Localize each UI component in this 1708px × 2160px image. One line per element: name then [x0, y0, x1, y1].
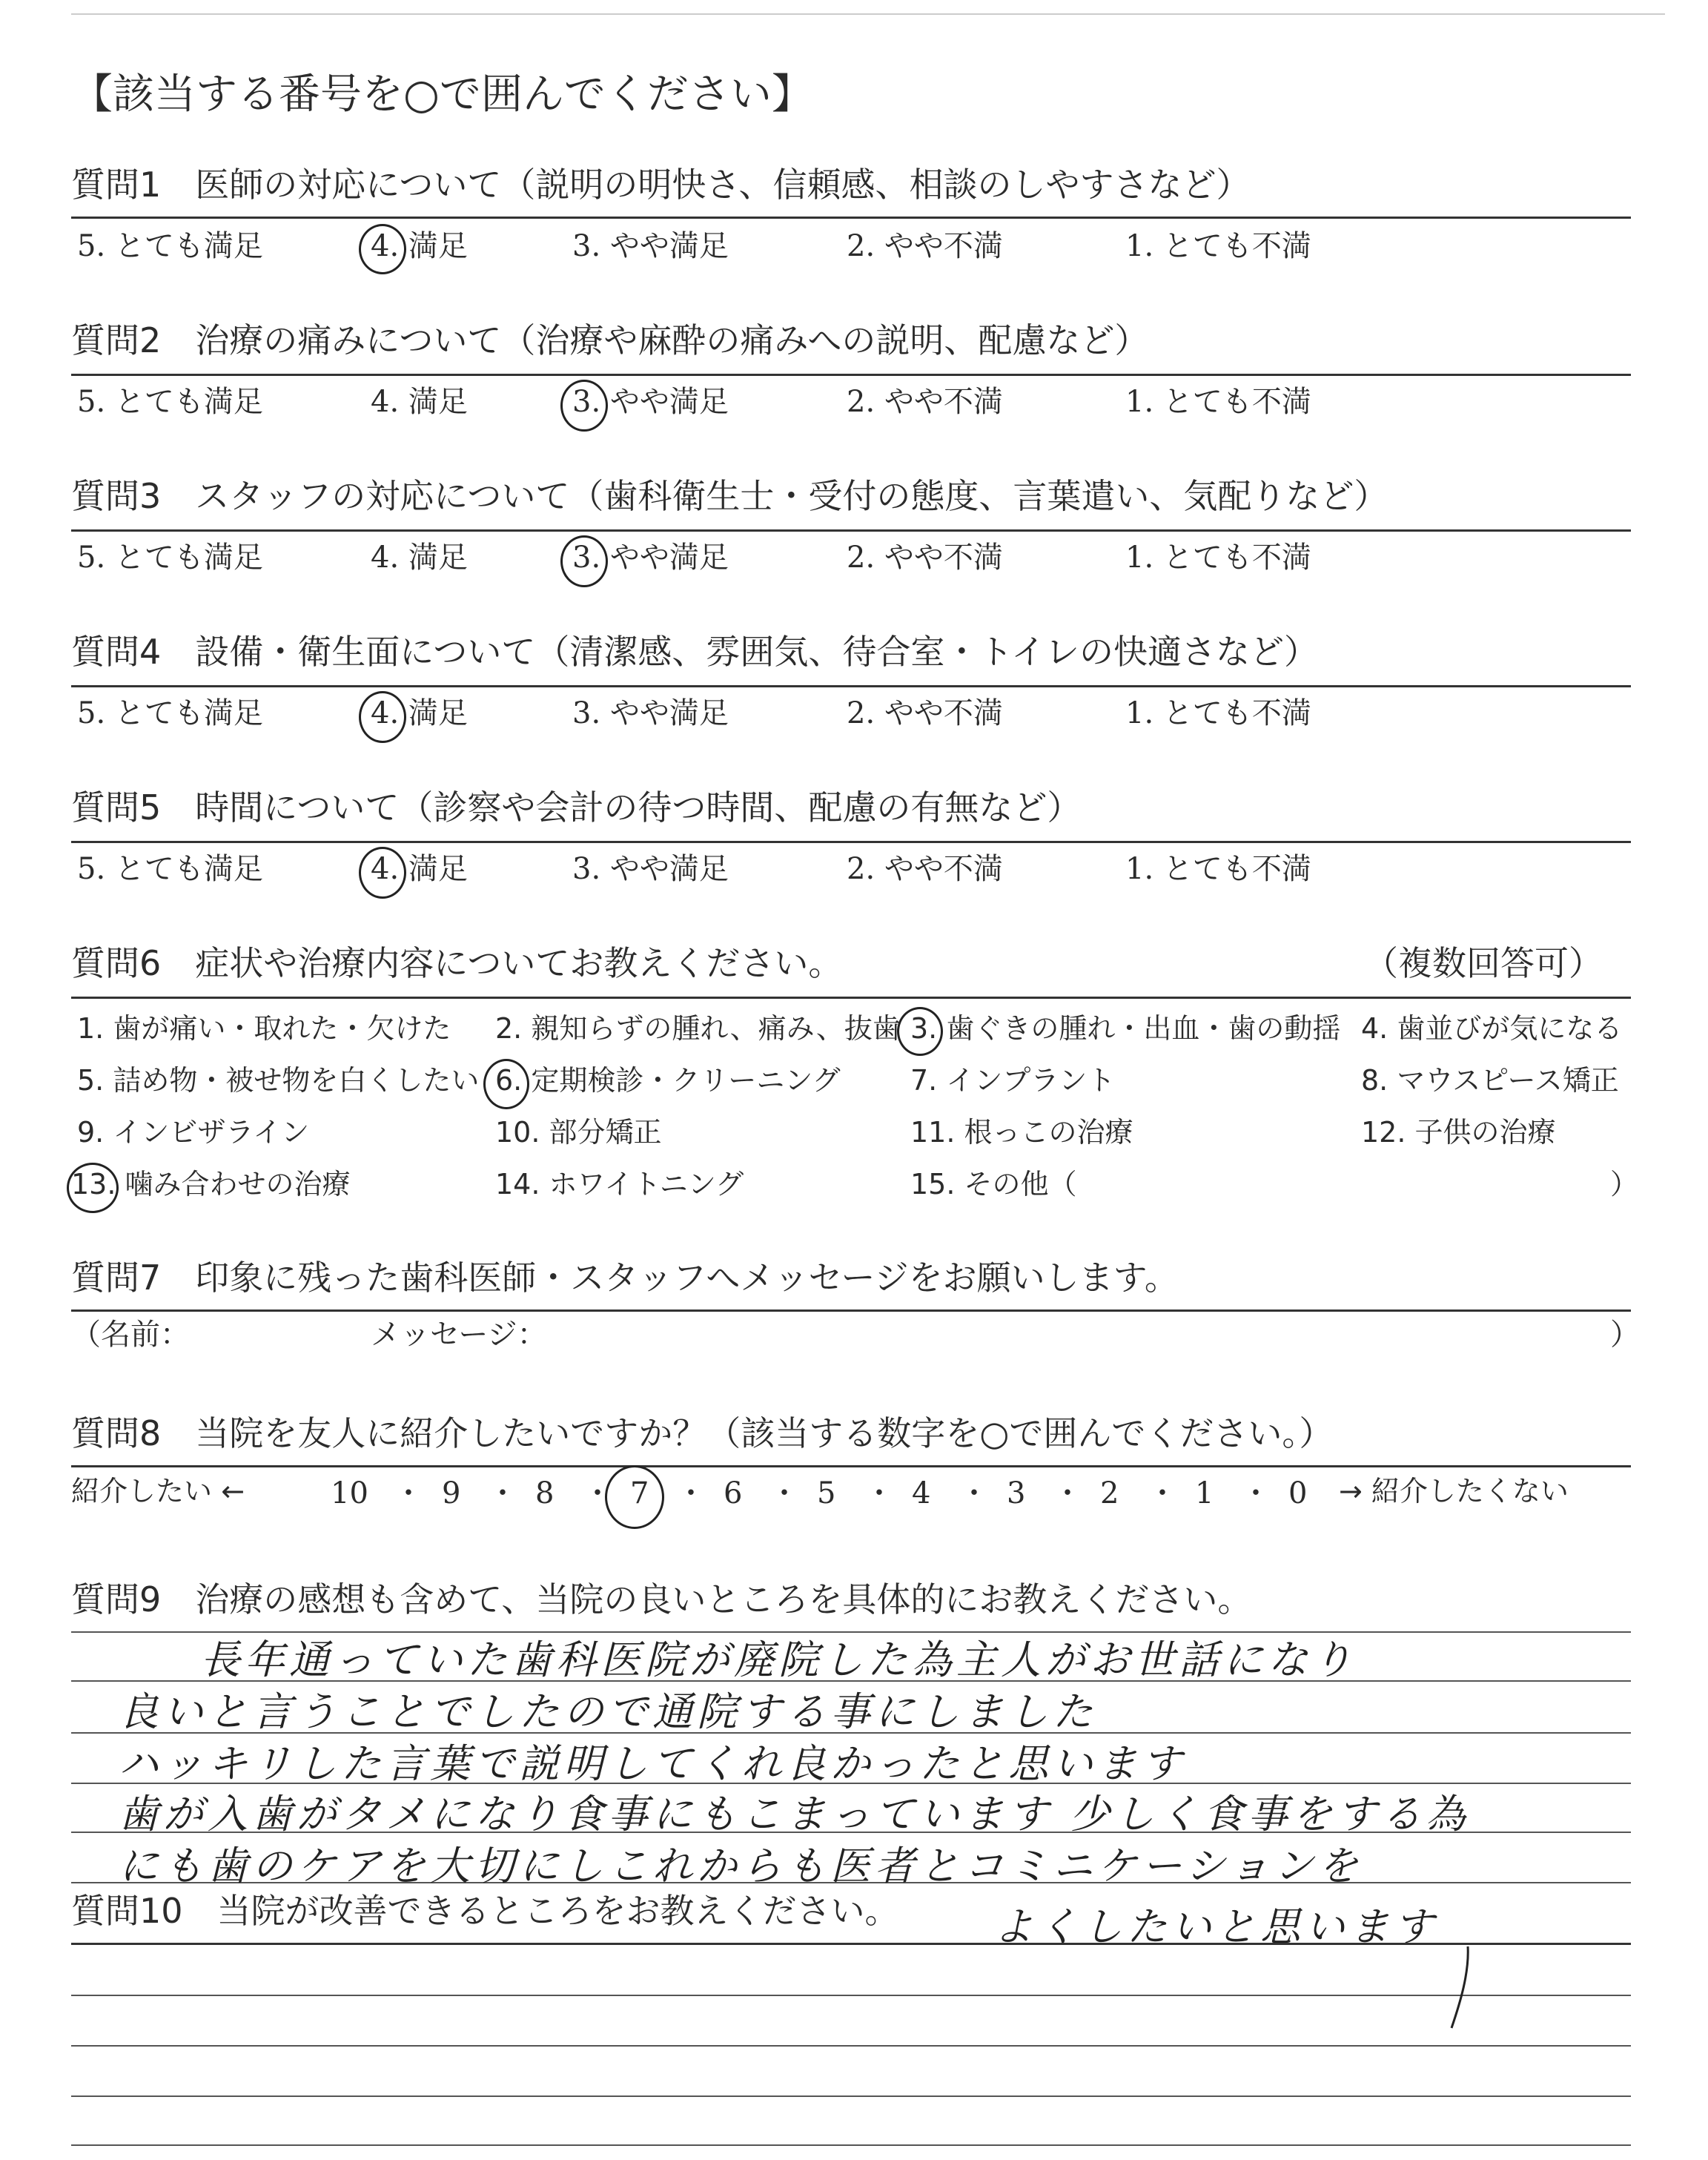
q2-option-5[interactable]: 5. とても満足 — [77, 385, 263, 419]
q6-option-6[interactable]: 6. 定期検診・クリーニング — [495, 1064, 841, 1097]
q6-option-12[interactable]: 12. 子供の治療 — [1361, 1116, 1556, 1149]
q5-option-2[interactable]: 2. やや不満 — [847, 852, 1003, 886]
q5-option-4[interactable]: 4. 満足 — [371, 852, 468, 886]
q6-rule — [71, 997, 1631, 999]
q6-selected-circle-3 — [897, 1007, 943, 1056]
q6-selected-circle-6 — [483, 1059, 529, 1109]
q3-label: 質問3 スタッフの対応について（歯科衛生士・受付の態度、言葉遣い、気配りなど） — [71, 476, 1388, 516]
q8-scale-2[interactable]: 2 — [1100, 1476, 1119, 1510]
q9-answer-line-1: 長年通っていた歯科医院が廃院した為主人がお世話になり — [200, 1636, 1357, 1683]
q8-dot: ・ — [1053, 1476, 1082, 1510]
answer-line — [71, 2045, 1631, 2047]
q9-label: 質問9 治療の感想も含めて、当院の良いところを具体的にお教えください。 — [71, 1579, 1252, 1619]
q6-option-8[interactable]: 8. マウスピース矯正 — [1361, 1064, 1619, 1097]
q4-rule — [71, 685, 1631, 687]
q1-option-1[interactable]: 1. とても不満 — [1125, 229, 1311, 263]
q7-message-label: メッセージ： — [371, 1318, 547, 1352]
q8-scale-10[interactable]: 10 — [331, 1476, 368, 1510]
q6-option-15-close: ） — [1610, 1168, 1639, 1200]
q5-option-5[interactable]: 5. とても満足 — [77, 852, 263, 886]
q1-rule — [71, 217, 1631, 219]
q8-rule — [71, 1465, 1631, 1467]
q9-answer-line-5: にも歯のケアを大切にしこれからも医者とコミニケーションを — [119, 1843, 1363, 1889]
q2-option-1[interactable]: 1. とても不満 — [1125, 385, 1311, 419]
q8-scale-5[interactable]: 5 — [817, 1476, 836, 1510]
q6-selected-circle-13 — [67, 1163, 119, 1213]
q8-scale-7[interactable]: 7 — [630, 1476, 649, 1510]
handwritten-stroke — [1438, 1943, 1483, 2032]
q5-selected-circle — [359, 847, 406, 899]
q6-option-13[interactable]: 13. 噛み合わせの治療 — [71, 1168, 351, 1200]
q8-scale-4[interactable]: 4 — [912, 1476, 931, 1510]
q6-option-9[interactable]: 9. インビザライン — [77, 1116, 310, 1149]
q8-selected-circle — [605, 1465, 664, 1529]
q2-option-3[interactable]: 3. やや満足 — [572, 385, 729, 419]
q5-option-3[interactable]: 3. やや満足 — [572, 852, 729, 886]
answer-line — [71, 1995, 1631, 1996]
answer-line — [71, 2144, 1631, 2146]
q8-dot: ・ — [959, 1476, 989, 1510]
q9-answer-line-3: ハッキリした言葉で説明してくれ良かったと思います — [119, 1740, 1186, 1787]
answer-line — [71, 2095, 1631, 2097]
answer-line — [71, 1631, 1631, 1633]
q6-option-4[interactable]: 4. 歯並びが気になる — [1361, 1012, 1623, 1045]
q8-scale-8[interactable]: 8 — [535, 1476, 555, 1510]
q7-close: ） — [1610, 1318, 1640, 1352]
q5-option-1[interactable]: 1. とても不満 — [1125, 852, 1311, 886]
q8-scale-9[interactable]: 9 — [442, 1476, 461, 1510]
q3-option-1[interactable]: 1. とても不満 — [1125, 541, 1311, 575]
q4-option-1[interactable]: 1. とても不満 — [1125, 696, 1311, 730]
q1-option-2[interactable]: 2. やや不満 — [847, 229, 1003, 263]
q7-label: 質問7 印象に残った歯科医師・スタッフへメッセージをお願いします。 — [71, 1258, 1179, 1298]
q9-answer-line-2: 良いと言うことでしたので通院する事にしました — [119, 1688, 1097, 1735]
q6-option-2[interactable]: 2. 親知らずの腫れ、痛み、抜歯 — [495, 1012, 901, 1045]
q6-note: （複数回答可） — [1364, 943, 1603, 983]
q4-selected-circle — [359, 691, 406, 743]
q5-label: 質問5 時間について（診察や会計の待つ時間、配慮の有無など） — [71, 787, 1082, 828]
q8-dot: ・ — [769, 1476, 799, 1510]
q8-scale-0[interactable]: 0 — [1288, 1476, 1308, 1510]
q1-selected-circle — [359, 224, 406, 274]
q8-dot: ・ — [488, 1476, 517, 1510]
q2-rule — [71, 374, 1631, 376]
q8-scale-6[interactable]: 6 — [724, 1476, 743, 1510]
q8-dot: ・ — [394, 1476, 423, 1510]
q6-option-15[interactable]: 15. その他（ — [910, 1168, 1077, 1200]
q5-rule — [71, 841, 1631, 843]
q7-rule — [71, 1309, 1631, 1312]
q8-label: 質問8 当院を友人に紹介したいですか？（該当する数字を○で囲んでください。） — [71, 1413, 1334, 1453]
q8-dot: ・ — [676, 1476, 706, 1510]
page-title: 【該当する番号を○で囲んでください】 — [71, 70, 813, 119]
q4-label: 質問4 設備・衛生面について（清潔感、雰囲気、待合室・トイレの快適さなど） — [71, 632, 1319, 672]
q6-option-10[interactable]: 10. 部分矯正 — [495, 1116, 662, 1149]
q4-option-4[interactable]: 4. 満足 — [371, 696, 468, 730]
q6-option-7[interactable]: 7. インプラント — [910, 1064, 1116, 1097]
q8-dot: ・ — [583, 1476, 612, 1510]
q3-selected-circle — [560, 535, 608, 587]
q3-rule — [71, 529, 1631, 532]
q3-option-4[interactable]: 4. 満足 — [371, 541, 468, 575]
q8-scale-1[interactable]: 1 — [1195, 1476, 1214, 1510]
q1-option-5[interactable]: 5. とても満足 — [77, 229, 263, 263]
q2-label: 質問2 治療の痛みについて（治療や麻酔の痛みへの説明、配慮など） — [71, 320, 1149, 360]
q8-dot: ・ — [1241, 1476, 1271, 1510]
q7-name-label: （名前： — [71, 1318, 190, 1352]
q8-scale-3[interactable]: 3 — [1007, 1476, 1026, 1510]
q10-label: 質問10 当院が改善できるところをお教えください。 — [71, 1891, 899, 1931]
q4-option-2[interactable]: 2. やや不満 — [847, 696, 1003, 730]
q6-label: 質問6 症状や治療内容についてお教えください。 — [71, 943, 843, 983]
q1-option-3[interactable]: 3. やや満足 — [572, 229, 729, 263]
q9-answer-line-6: よくしたいと思います — [993, 1903, 1438, 1950]
q8-right-label: → 紹介したくない — [1339, 1475, 1569, 1507]
scan-edge — [71, 13, 1665, 15]
q3-option-2[interactable]: 2. やや不満 — [847, 541, 1003, 575]
q2-selected-circle — [560, 380, 608, 432]
q1-label: 質問1 医師の対応について（説明の明快さ、信頼感、相談のしやすさなど） — [71, 165, 1251, 205]
q4-option-3[interactable]: 3. やや満足 — [572, 696, 729, 730]
q6-option-3[interactable]: 3. 歯ぐきの腫れ・出血・歯の動揺 — [910, 1012, 1341, 1045]
q3-option-3[interactable]: 3. やや満足 — [572, 541, 729, 575]
q6-option-11[interactable]: 11. 根っこの治療 — [910, 1116, 1133, 1149]
q6-option-1[interactable]: 1. 歯が痛い・取れた・欠けた — [77, 1012, 451, 1045]
q6-option-5[interactable]: 5. 詰め物・被せ物を白くしたい — [77, 1064, 480, 1097]
q4-option-5[interactable]: 5. とても満足 — [77, 696, 263, 730]
q8-dot: ・ — [864, 1476, 894, 1510]
q8-left-label: 紹介したい ← — [71, 1475, 245, 1507]
q8-dot: ・ — [1148, 1476, 1177, 1510]
q2-option-4[interactable]: 4. 満足 — [371, 385, 468, 419]
q6-option-14[interactable]: 14. ホワイトニング — [495, 1168, 744, 1200]
q9-answer-line-4: 歯が入歯がタメになり食事にもこまっています 少しく食事をする為 — [119, 1791, 1471, 1837]
q2-option-2[interactable]: 2. やや不満 — [847, 385, 1003, 419]
q10-rule — [71, 1943, 1631, 1945]
q3-option-5[interactable]: 5. とても満足 — [77, 541, 263, 575]
q1-option-4[interactable]: 4. 満足 — [371, 229, 468, 263]
